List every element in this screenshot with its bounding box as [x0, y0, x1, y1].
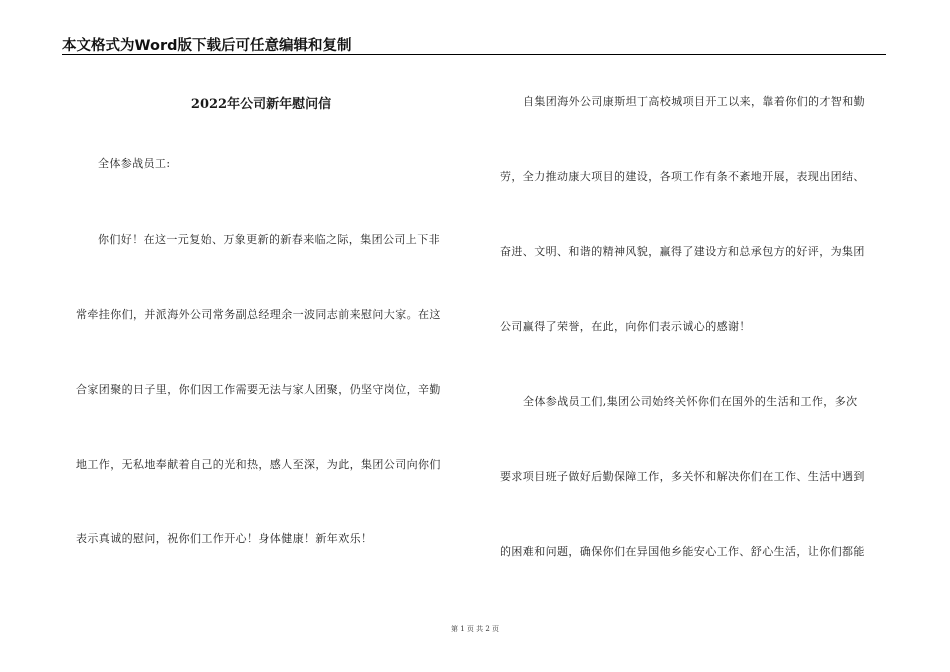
salutation: 全体参战员工:	[98, 157, 171, 170]
paragraph-line: 自集团海外公司康斯坦丁高校城项目开工以来，靠着你们的才智和勤	[523, 95, 865, 108]
page-number: 第 1 页 共 2 页	[450, 625, 500, 633]
paragraph-line: 合家团聚的日子里，你们因工作需要无法与家人团聚，仍坚守岗位，辛勤	[76, 383, 441, 396]
paragraph-line: 要求项目班子做好后勤保障工作，多关怀和解决你们在工作、生活中遇到	[500, 470, 865, 483]
header-title: 本文格式为Word版下载后可任意编辑和复制	[62, 38, 352, 54]
paragraph-line: 公司赢得了荣誉，在此，向你们表示诚心的感谢！	[500, 320, 751, 333]
paragraph-line: 的困难和问题，确保你们在异国他乡能安心工作、舒心生活，让你们都能	[500, 545, 865, 558]
document-title: 2022年公司新年慰问信	[190, 97, 332, 112]
page-header	[62, 30, 886, 55]
paragraph-line: 常牵挂你们，并派海外公司常务副总经理余一波同志前来慰问大家。在这	[76, 308, 441, 321]
paragraph-line: 表示真诚的慰问，祝你们工作开心！身体健康！新年欢乐！	[76, 532, 373, 545]
paragraph-line: 地工作，无私地奉献着自己的光和热，感人至深，为此，集团公司向你们	[76, 458, 441, 471]
paragraph-line: 全体参战员工们,集团公司始终关怀你们在国外的生活和工作，多次	[523, 395, 858, 408]
paragraph-line: 你们好！在这一元复始、万象更新的新春来临之际，集团公司上下非	[98, 233, 440, 246]
paragraph-line: 奋进、文明、和谐的精神风貌，赢得了建设方和总承包方的好评，为集团	[500, 245, 865, 258]
paragraph-line: 劳，全力推动康大项目的建设，各项工作有条不紊地开展，表现出团结、	[500, 170, 865, 183]
